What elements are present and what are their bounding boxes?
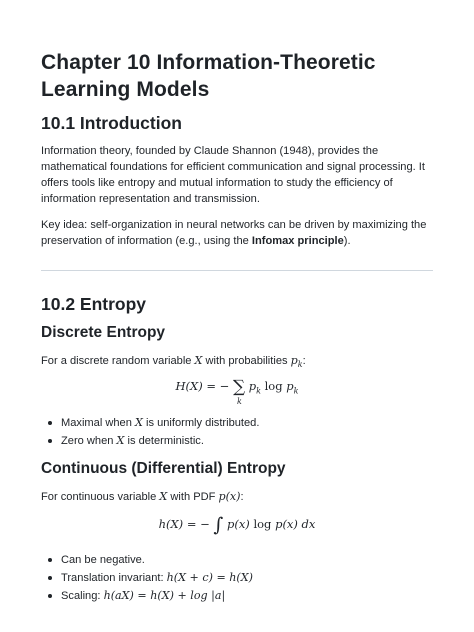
- intro-paragraph-1: Information theory, founded by Claude Shannon (1948), provides the mathematical foundations for efficient communication and signal processing. It offers tools like entropy and mutual information to study the efficiency of information representation and transmission.: [41, 145, 425, 205]
- subheading-continuous-entropy: Continuous (Differential) Entropy: [41, 460, 286, 477]
- continuous-intro-text: For continuous variable: [41, 491, 160, 503]
- continuous-intro-end: :: [240, 491, 244, 503]
- list-item: [48, 587, 253, 605]
- continuous-variable: X: [159, 490, 168, 503]
- summation-symbol: ∑ k: [233, 380, 245, 394]
- discrete-eq-p-sub: k: [256, 386, 261, 396]
- list-item-text: Zero when: [61, 435, 117, 447]
- discrete-eq-term2: [286, 379, 299, 396]
- list-item: [48, 414, 259, 432]
- discrete-eq-log: log: [264, 379, 283, 393]
- continuous-eq-lhs: h(X) = −: [158, 517, 210, 531]
- discrete-eq-lhs: H(X) = −: [175, 379, 230, 393]
- section-heading-introduction: 10.1 Introduction: [41, 113, 182, 133]
- list-item-text: Maximal when: [61, 417, 135, 429]
- list-item-text-end: is uniformly distributed.: [142, 417, 260, 429]
- list-item-text: Scaling:: [61, 590, 104, 602]
- list-item-formula: h(X + c) = h(X): [166, 571, 253, 584]
- discrete-eq-term: [248, 379, 261, 396]
- continuous-eq-term: p(x): [226, 517, 250, 531]
- list-item-formula: h(aX) = h(X) + log |a|: [103, 589, 226, 602]
- continuous-intro-mid: with PDF: [167, 491, 219, 503]
- list-item-text: Translation invariant:: [61, 572, 167, 584]
- discrete-intro-mid: with probabilities: [202, 355, 291, 367]
- differential-entropy-equation: [0, 514, 474, 536]
- continuous-pdf: p(x): [218, 490, 241, 503]
- chapter-title: Chapter 10 Information-Theoretic Learning Models: [41, 51, 376, 101]
- discrete-probability-sub: k: [297, 360, 303, 370]
- list-item-text-end: is deterministic.: [124, 435, 204, 447]
- discrete-properties-list: [48, 414, 259, 450]
- discrete-intro: [41, 353, 436, 373]
- intro-paragraph-2: [41, 217, 436, 249]
- continuous-eq-term2: p(x) dx: [275, 517, 316, 531]
- list-item-text: Can be negative.: [61, 554, 145, 566]
- discrete-entropy-equation: [0, 377, 474, 406]
- discrete-intro-end: :: [302, 355, 306, 367]
- discrete-probability-base: p: [290, 354, 298, 367]
- discrete-eq-p: p: [248, 379, 257, 393]
- list-item: [48, 551, 253, 569]
- list-item: [48, 569, 253, 587]
- discrete-variable: X: [194, 354, 203, 367]
- continuous-properties-list: [48, 551, 253, 605]
- summation-index: k: [236, 397, 242, 406]
- list-item-variable: X: [134, 416, 143, 429]
- section-divider: [41, 270, 433, 271]
- list-item: [48, 432, 259, 450]
- intro-paragraph-2-end: ).: [343, 235, 351, 247]
- continuous-eq-log: log: [253, 517, 272, 531]
- integral-symbol: ∫: [213, 514, 224, 536]
- discrete-probability: [290, 354, 303, 370]
- section-heading-entropy: 10.2 Entropy: [41, 294, 147, 314]
- discrete-intro-text: For a discrete random variable: [41, 355, 195, 367]
- intro-paragraph-2-text: Key idea: self-organization in neural networks can be driven by maximizing the preservation of information (e.g., using the: [41, 219, 427, 247]
- continuous-intro: [41, 489, 436, 505]
- discrete-eq-p2: p: [286, 379, 294, 393]
- discrete-eq-p2-sub: k: [293, 386, 299, 396]
- subheading-discrete-entropy: Discrete Entropy: [41, 324, 166, 341]
- list-item-variable: X: [116, 434, 125, 447]
- infomax-principle-term: Infomax principle: [251, 235, 344, 247]
